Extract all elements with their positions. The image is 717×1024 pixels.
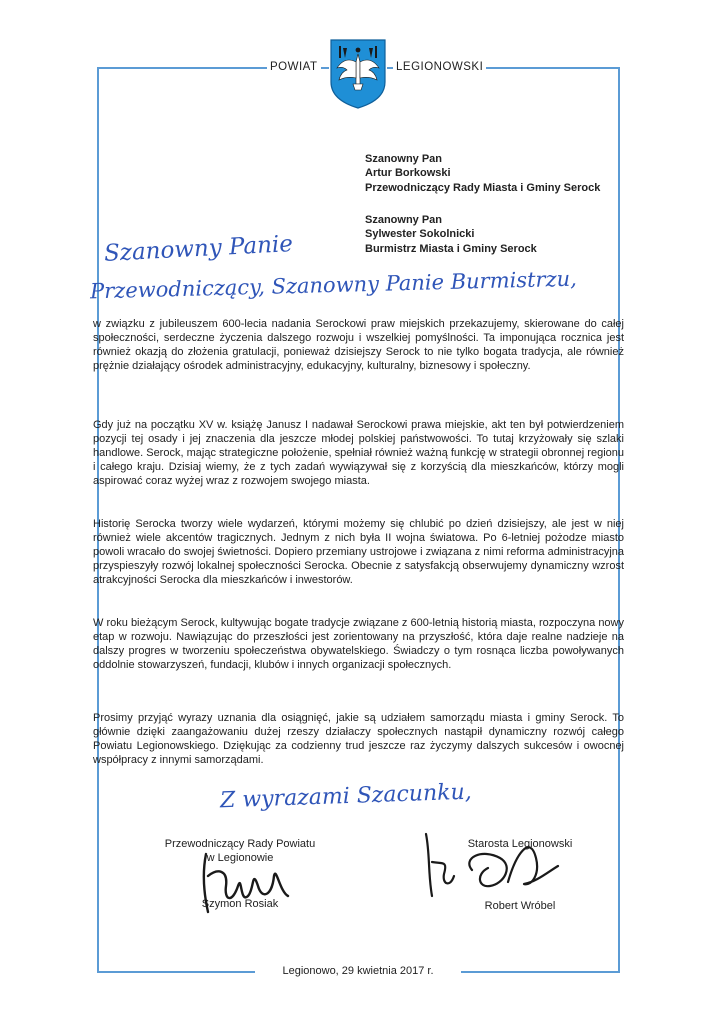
header-left-word: POWIAT [267, 61, 321, 73]
right-signatory-title: Starosta Legionowski [467, 838, 573, 850]
header-right-word: LEGIONOWSKI [393, 61, 486, 73]
body-paragraph-2: Gdy już na początku XV w. książę Janusz I nadawał Serockowi prawa miejskie, akt ten był potwierdzeniem pozycji tej osady i jej znaczenia dla jeszcze młodej polskiej państwowości. To tutaj krzyżowały się szlaki handlowe. Serock, mając strategiczne położenie, spełniał również ważną funkcję w strategii obronnej regionu i całego kraju. Dzisiaj wiemy, że z tych zadań wywiązywał się z korzyścią dla mieszkańców, którzy mogli aspirować coraz wyżej wraz z rozwojem swojego miasta. [93, 419, 624, 487]
handwritten-closing: Z wyrazami Szacunku, [219, 779, 473, 814]
addressee-role: Burmistrz Miasta i Gminy Serock [365, 242, 537, 255]
handwritten-greeting-line1: Szanowny Panie [103, 231, 294, 267]
addressee-role: Przewodniczący Rady Miasta i Gminy Serock [365, 181, 601, 194]
addressee-name: Sylwester Sokolnicki [365, 228, 475, 241]
left-signatory-title-line2: w Legionowie [206, 852, 274, 864]
body-paragraph-4: W roku bieżącym Serock, kultywując bogate tradycje związane z 600-letnią historią miasta, rozpoczyna nowy etap w rozwoju. Nawiązując do przeszłości jest zorientowany na przyszłość, która daje realne nadzieje na dalszy progres w tworzeniu społeczeństwa obywatelskiego. Świadczy o tym rosnąca liczba powoływanych oddolnie stowarzyszeń, fundacji, klubów i innych organizacji społecznych. [93, 617, 624, 671]
addressee-block-1 [365, 152, 600, 195]
body-paragraph-5: Prosimy przyjąć wyrazy uznania dla osiągnięć, jakie są udziałem samorządu miasta i gminy Serock. To głównie dzięki zaangażowaniu dużej rzeszy działaczy społecznych nastąpił dynamiczny rozwój całego Powiatu Legionowskiego. Dziękując za codzienny trud jeszcze raz życzymy dalszych sukcesów i owocnej współpracy z innymi samorządami. [93, 712, 624, 766]
handwritten-greeting-line2: Przewodniczący, Szanowny Panie Burmistrzu, [89, 266, 578, 304]
addressee-name: Artur Borkowski [365, 167, 451, 180]
right-signature-scribble [412, 824, 572, 904]
body-paragraph-3: Historię Serocka tworzy wiele wydarzeń, którymi możemy się chlubić po dzień dzisiejszy, ale jest w niej również wiele akcentów tragicznych. Jednym z nich była II wojna światowa. Po 6-letniej pożodze miasto powoli wracało do swojej świetności. Dopiero przemiany ustrojowe i związana z nimi reforma administracyjna przyspieszyły rozwój lokalnej społeczności Serocka. Obecnie z satysfakcją obserwujemy dynamiczny wzrost atrakcyjności Serocka dla mieszkańców i inwestorów. [93, 518, 624, 586]
footer-place-date: Legionowo, 29 kwietnia 2017 r. [255, 964, 461, 978]
right-signatory-name: Robert Wróbel [484, 900, 556, 912]
body-paragraph-1: w związku z jubileuszem 600-lecia nadania Serockowi praw miejskich przekazujemy, skierowane do całej społeczności, serdeczne życzenia dalszego rozwoju i wszelkiej pomyślności. Ta imponująca rocznica jest również okazją do złożenia gratulacji, ponieważ dzisiejszy Serock to nie tylko bogata tradycja, ale również prężnie działający ośrodek administracyjny, edukacyjny, kulturalny, biznesowy i społeczny. [93, 318, 624, 372]
addressee-salutation: Szanowny Pan [365, 153, 443, 165]
left-signatory-title-line1: Przewodniczący Rady Powiatu [164, 838, 316, 850]
addressee-block-2 [365, 213, 537, 256]
left-signatory-name: Szymon Rosiak [201, 898, 279, 910]
left-signature-scribble [188, 846, 308, 916]
coat-of-arms-icon [329, 38, 387, 110]
addressee-salutation: Szanowny Pan [365, 214, 443, 226]
